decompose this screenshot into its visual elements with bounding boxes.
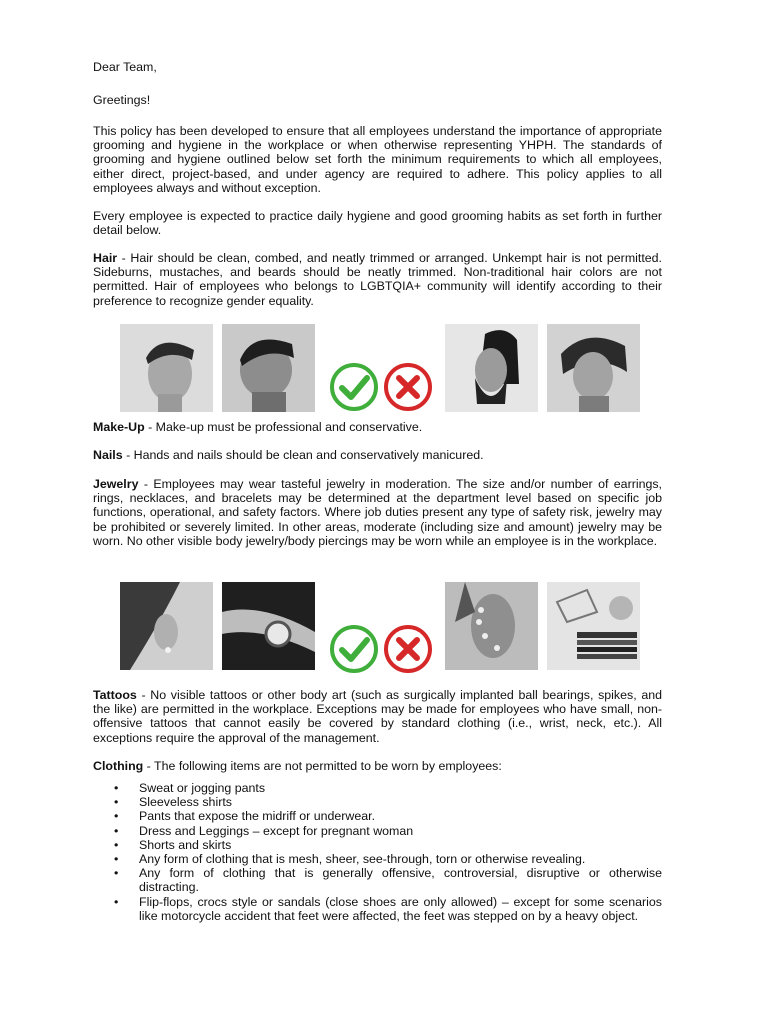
modest-earring-photo — [120, 582, 213, 670]
tattoos-text: - No visible tattoos or other body art (such as surgically implanted ball bearings, spikes, and the like) are permitted in the workplace. Exceptions may be made for employees who have small, non-offensive tattoos that cannot easily be covered by standard clothing (i.e., wrist, neck, etc.). All exceptions require the approval of the management. — [93, 688, 662, 745]
unkempt-hair-photo-2 — [547, 324, 640, 412]
watch-photo — [222, 582, 315, 670]
list-item: • Dress and Leggings – except for pregnant woman — [93, 824, 662, 838]
neat-hair-photo-1 — [120, 324, 213, 412]
nails-paragraph — [93, 448, 662, 462]
jewelry-heading: Jewelry — [93, 477, 139, 491]
salutation: Dear Team, — [93, 60, 157, 74]
tattoos-heading: Tattoos — [93, 688, 137, 702]
makeup-text: - Make-up must be professional and conservative. — [144, 420, 423, 434]
clothing-paragraph — [93, 759, 662, 773]
check-icon — [329, 624, 379, 674]
intro-paragraph: This policy has been developed to ensure that all employees understand the importance of appropriate grooming and hygiene in the workplace or when otherwise representing YHPH. The standards of grooming and hygiene outlined below set forth the minimum requirements to which all employees, either direct, project-based, and under agency are required to adhere. This policy applies to all employees always and without exception. — [93, 124, 662, 195]
excessive-piercings-photo — [445, 582, 538, 670]
clothing-list — [93, 781, 662, 923]
nails-heading: Nails — [93, 448, 123, 462]
hair-heading: Hair — [93, 251, 118, 265]
hair-paragraph — [93, 251, 662, 308]
neat-hair-photo-2 — [222, 324, 315, 412]
excessive-bracelets-photo — [547, 582, 640, 670]
nails-text: - Hands and nails should be clean and conservatively manicured. — [122, 448, 484, 462]
jewelry-text: - Employees may wear tasteful jewelry in moderation. The size and/or number of earrings, rings, necklaces, and bracelets may be determined at the department level based on specific job functions, operational, and safety factors. Where job duties present any type of safety risk, jewelry may be prohibited or severely limited. In other areas, moderate (including size and amount) jewelry may be worn. No other visible body jewelry/body piercings may be worn while an employee is in the workplace. — [93, 477, 662, 548]
clothing-heading: Clothing — [93, 759, 144, 773]
cross-icon — [383, 362, 433, 412]
unkempt-hair-photo-1 — [445, 324, 538, 412]
clothing-text: - The following items are not permitted to be worn by employees: — [143, 759, 502, 773]
list-item: • Sleeveless shirts — [93, 795, 662, 809]
list-item: • Any form of clothing that is generally offensive, controversial, disruptive or otherwise distracting. — [93, 866, 662, 894]
list-item: • Sweat or jogging pants — [93, 781, 662, 795]
cross-icon — [383, 624, 433, 674]
greeting: Greetings! — [93, 93, 151, 107]
hair-text: - Hair should be clean, combed, and neatly trimmed or arranged. Unkempt hair is not permitted. Sideburns, mustaches, and beards should be neatly trimmed. Non-traditional hair colors are not permitted. Hair of employees who belongs to LGBTQIA+ community will identify according to their preference to recognize gender equality. — [93, 251, 662, 308]
list-item: • Shorts and skirts — [93, 838, 662, 852]
tattoos-paragraph — [93, 688, 662, 745]
expectation-paragraph: Every employee is expected to practice daily hygiene and good grooming habits as set forth in further detail below. — [93, 209, 662, 238]
jewelry-paragraph — [93, 477, 662, 548]
makeup-heading: Make-Up — [93, 420, 145, 434]
list-item: • Pants that expose the midriff or underwear. — [93, 809, 662, 823]
list-item: • Flip-flops, crocs style or sandals (close shoes are only allowed) – except for some scenarios like motorcycle accident that feet were affected, the feet was stepped on by a heavy object. — [93, 895, 662, 923]
check-icon — [329, 362, 379, 412]
makeup-paragraph — [93, 420, 662, 434]
list-item: • Any form of clothing that is mesh, sheer, see-through, torn or otherwise revealing. — [93, 852, 662, 866]
